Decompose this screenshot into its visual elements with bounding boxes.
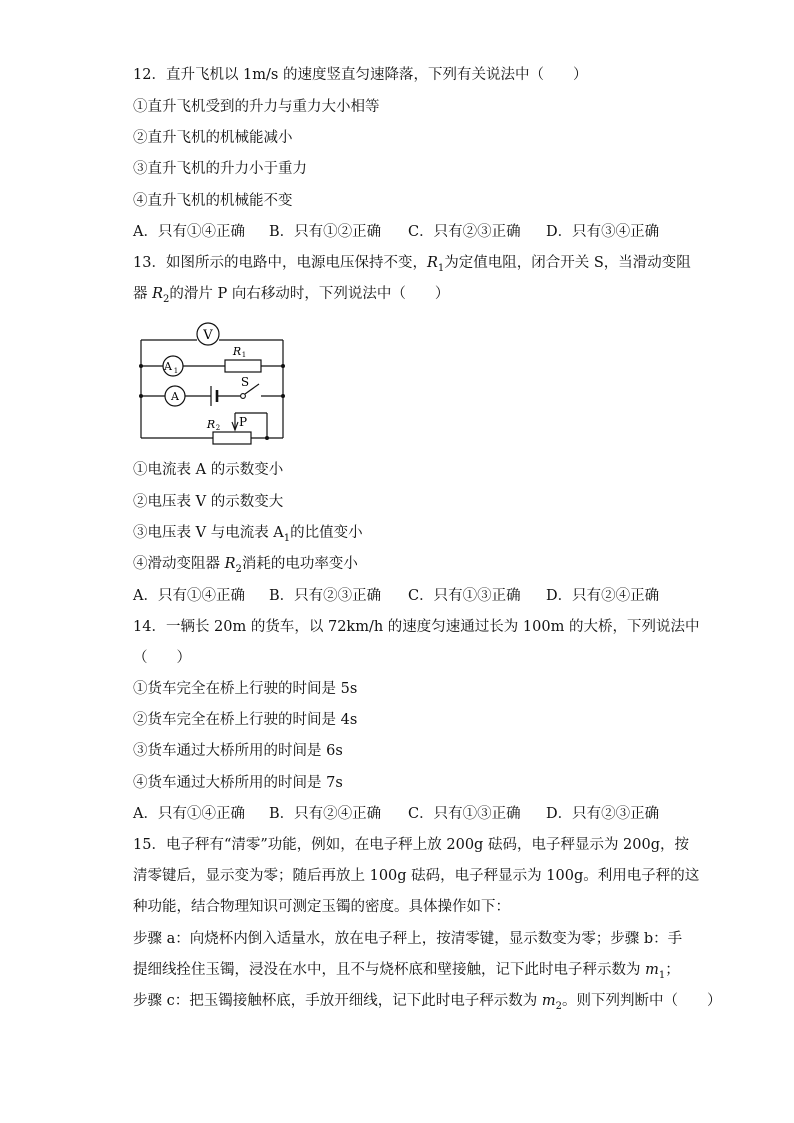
- q14-option-b[interactable]: B．只有②④正确: [269, 806, 382, 822]
- q14-item-3: ③货车通过大桥所用的时间是 6s: [133, 743, 343, 759]
- q15-line-5-text: 提细线拴住玉镯，浸没在水中，且不与烧杯底和壁接触，记下此时电子秤示数为: [133, 962, 646, 978]
- q12-option-d[interactable]: D．只有③④正确: [546, 224, 660, 240]
- q13-option-d[interactable]: D．只有②④正确: [546, 588, 660, 604]
- q13-item-4-text: ④滑动变阻器: [133, 556, 225, 572]
- q13-stem-line1: [133, 253, 691, 279]
- q12-stem: 12．直升飞机以 1m/s 的速度竖直匀速降落，下列有关说法中（ ）: [133, 67, 588, 83]
- q13-option-b[interactable]: B．只有②③正确: [269, 588, 382, 604]
- q13-r2-subscript: 2: [163, 293, 170, 305]
- q15-m1-symbol: m: [645, 962, 659, 978]
- q15-line-5: [133, 960, 680, 986]
- rheostat-r2-subscript: 2: [215, 424, 221, 432]
- q14-item-1: ①货车完全在桥上行驶的时间是 5s: [133, 681, 358, 697]
- q13-stem-text: 为定值电阻，闭合开关 S，当滑动变阻: [444, 255, 691, 271]
- circuit-diagram: [133, 318, 293, 446]
- resistor-r1-symbol: [225, 360, 261, 372]
- ammeter-a1-label: A: [164, 360, 172, 373]
- q14-item-4: ④货车通过大桥所用的时间是 7s: [133, 775, 343, 791]
- slider-label: P: [238, 415, 248, 429]
- q13-item-3-text: 的比值变小: [290, 525, 363, 541]
- q15-m2-subscript: 2: [555, 1000, 562, 1012]
- switch-contact: [241, 394, 246, 399]
- q12-option-a[interactable]: A．只有①④正确: [133, 224, 245, 240]
- q13-item-2: ②电压表 V 的示数变大: [133, 494, 284, 510]
- rheostat-r2-label: R: [206, 418, 216, 431]
- rheostat-r2-symbol: [213, 432, 251, 444]
- q13-r2-symbol: R: [152, 286, 164, 302]
- q12-option-c[interactable]: C．只有②③正确: [408, 224, 521, 240]
- q15-line-6-text: 步骤 c：把玉镯接触杯底，手放开细线，记下此时电子秤示数为: [133, 993, 542, 1009]
- q12-item-2: ②直升飞机的机械能减小: [133, 130, 293, 146]
- q13-item-4-subscript: 2: [235, 563, 242, 575]
- q13-stem-text: 13．如图所示的电路中，电源电压保持不变，: [133, 255, 427, 271]
- q13-item-3-text: ③电压表 V 与电流表 A: [133, 525, 284, 541]
- q14-stem-line1: 14．一辆长 20m 的货车，以 72km/h 的速度匀速通过长为 100m 的大桥，下列说法中: [133, 619, 700, 635]
- q12-option-b[interactable]: B．只有①②正确: [269, 224, 382, 240]
- q12-item-3: ③直升飞机的升力小于重力: [133, 161, 307, 177]
- q15-line-1: 15．电子秤有“清零”功能，例如，在电子秤上放 200g 砝码，电子秤显示为 200g，按: [133, 837, 690, 853]
- resistor-r1-label: R: [232, 345, 242, 358]
- q14-stem-line2: （ ）: [133, 650, 191, 666]
- switch-label: S: [240, 375, 250, 389]
- ammeter-a1-subscript: 1: [173, 367, 179, 375]
- q15-line-6: [133, 991, 721, 1017]
- q14-option-a[interactable]: A．只有①④正确: [133, 806, 245, 822]
- q15-line-6-text: 。则下列判断中（ ）: [561, 993, 722, 1009]
- q13-item-4-symbol: R: [224, 556, 236, 572]
- q14-item-2: ②货车完全在桥上行驶的时间是 4s: [133, 712, 358, 728]
- q13-stem-text: 器: [133, 286, 153, 302]
- q15-m1-subscript: 1: [658, 969, 666, 981]
- q13-stem-text: 的滑片 P 向右移动时，下列说法中（ ）: [169, 286, 450, 302]
- q12-item-4: ④直升飞机的机械能不变: [133, 193, 293, 209]
- q13-option-a[interactable]: A．只有①④正确: [133, 588, 245, 604]
- resistor-r1-subscript: 1: [241, 351, 247, 359]
- q13-item-1: ①电流表 A 的示数变小: [133, 462, 284, 478]
- q13-r1-subscript: 1: [437, 262, 445, 274]
- q14-option-d[interactable]: D．只有②③正确: [546, 806, 660, 822]
- q15-line-3: 种功能，结合物理知识可测定玉镯的密度。具体操作如下：: [133, 899, 510, 915]
- ammeter-a-label: A: [171, 390, 179, 403]
- q14-option-c[interactable]: C．只有①③正确: [408, 806, 521, 822]
- q13-item-3: [133, 523, 363, 549]
- q15-m2-symbol: m: [541, 993, 556, 1009]
- q13-r1-symbol: R: [426, 255, 438, 271]
- q13-item-4: [133, 554, 358, 580]
- q13-stem-line2: [133, 284, 449, 310]
- q15-line-2: 清零键后，显示变为零；随后再放上 100g 砝码，电子秤显示为 100g。利用电子秤的这: [133, 868, 700, 884]
- voltmeter-label: V: [203, 328, 213, 343]
- q13-item-4-text: 消耗的电功率变小: [241, 556, 358, 572]
- q13-option-c[interactable]: C．只有①③正确: [408, 588, 521, 604]
- q15-line-4: 步骤 a：向烧杯内倒入适量水，放在电子秤上，按清零键，显示数变为零；步骤 b：手: [133, 931, 683, 947]
- q12-item-1: ①直升飞机受到的升力与重力大小相等: [133, 99, 380, 115]
- q13-item-3-subscript: 1: [283, 532, 291, 544]
- q15-line-5-text: ；: [665, 962, 680, 978]
